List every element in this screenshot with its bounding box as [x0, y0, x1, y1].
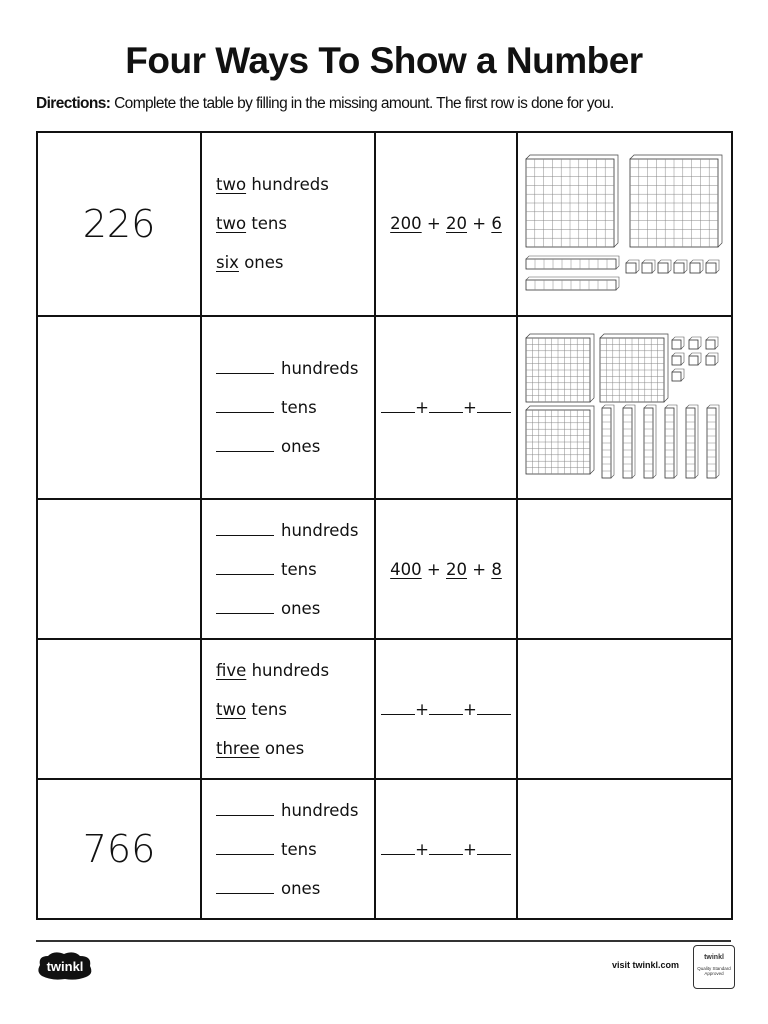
expanded-ones: 8: [491, 559, 502, 579]
plus-sign: +: [472, 559, 487, 579]
plus-sign: +: [415, 397, 429, 417]
hundreds-label: hundreds: [281, 520, 359, 540]
hundreds-label: hundreds: [251, 660, 330, 680]
number-cell: 766: [37, 779, 201, 919]
number-cell: 226: [37, 132, 201, 316]
plus-sign: +: [415, 839, 429, 859]
badge-title: twinkl: [704, 954, 724, 961]
ones-cube: [674, 260, 687, 273]
tens-label: tens: [281, 559, 317, 579]
base-ten-blocks-cell[interactable]: [517, 779, 732, 919]
page-title: Four Ways To Show a Number: [125, 40, 643, 81]
plus-sign: +: [463, 699, 477, 719]
ones-word: three: [216, 738, 260, 758]
tens-rod: [644, 405, 656, 478]
answer-blank[interactable]: [429, 398, 463, 413]
answer-blank[interactable]: [216, 521, 274, 536]
table-row: [37, 132, 732, 316]
tens-label: tens: [281, 839, 317, 859]
answer-blank[interactable]: [216, 560, 274, 575]
expanded-hundreds: 400: [390, 559, 422, 579]
answer-blank[interactable]: [429, 700, 463, 715]
plus-sign: +: [426, 559, 441, 579]
ones-cube: [672, 337, 684, 349]
plus-sign: +: [463, 397, 477, 417]
answer-blank[interactable]: [216, 599, 274, 614]
ones-cube: [642, 260, 655, 273]
answer-blank[interactable]: [216, 359, 274, 374]
hundreds-flat: [526, 334, 594, 402]
table-row: [37, 499, 732, 639]
expanded-form-cell: [375, 779, 517, 919]
table-row: [37, 639, 732, 779]
ones-cube: [706, 353, 718, 365]
place-value-cell: [201, 779, 375, 919]
expanded-hundreds: 200: [390, 214, 422, 234]
answer-blank[interactable]: [429, 840, 463, 855]
hundreds-flat: [600, 334, 668, 402]
expanded-ones: 6: [491, 214, 502, 234]
ones-cube: [626, 260, 639, 273]
number-cell: [37, 316, 201, 500]
ones-cube: [672, 369, 684, 381]
twinkl-logo-icon[interactable]: [36, 950, 94, 982]
answer-blank[interactable]: [216, 437, 274, 452]
answer-blank[interactable]: [216, 801, 274, 816]
number-cell: [37, 499, 201, 639]
answer-blank[interactable]: [477, 700, 511, 715]
tens-rod: [526, 256, 619, 269]
tens-label: tens: [251, 699, 287, 719]
tens-rod: [707, 405, 719, 478]
expanded-form-cell: [375, 132, 517, 316]
ones-cube: [689, 353, 701, 365]
base-ten-blocks: [518, 147, 729, 301]
number-cell[interactable]: [37, 639, 201, 779]
answer-blank[interactable]: [216, 840, 274, 855]
base-ten-blocks-cell[interactable]: [517, 639, 732, 779]
hundreds-label: hundreds: [251, 175, 329, 195]
ones-label: ones: [281, 598, 321, 618]
tens-rod: [526, 277, 619, 290]
expanded-form-cell: [375, 316, 517, 500]
expanded-tens: 20: [446, 214, 467, 234]
plus-sign: +: [426, 214, 441, 234]
plus-sign: +: [463, 839, 477, 859]
visit-link[interactable]: visit twinkl.com: [612, 960, 680, 970]
tens-label: tens: [281, 397, 317, 417]
footer-divider: [36, 940, 731, 942]
plus-sign: +: [415, 699, 429, 719]
tens-label: tens: [251, 214, 287, 234]
hundreds-flat: [526, 155, 618, 247]
ones-label: ones: [264, 738, 305, 758]
hundreds-label: hundreds: [281, 800, 359, 820]
worksheet-table: [36, 131, 733, 920]
tens-word: two: [216, 699, 247, 719]
base-ten-blocks: [518, 330, 729, 484]
ones-word: six: [216, 253, 239, 273]
ones-label: ones: [281, 878, 321, 898]
place-value-cell: [201, 639, 375, 779]
ones-label: ones: [281, 436, 321, 456]
ones-label: ones: [244, 253, 284, 273]
hundreds-word: two: [216, 175, 247, 195]
logo-text: twinkl: [46, 959, 84, 974]
answer-blank[interactable]: [381, 398, 415, 413]
base-ten-blocks-cell: [517, 132, 732, 316]
ones-cube: [690, 260, 703, 273]
tens-rod: [686, 405, 698, 478]
expanded-form-cell: [375, 639, 517, 779]
place-value-cell: [201, 499, 375, 639]
place-value-cell: [201, 132, 375, 316]
hundreds-flat: [526, 406, 594, 474]
directions: [36, 95, 614, 113]
badge-line: Approved: [704, 971, 724, 976]
tens-rod: [665, 405, 677, 478]
answer-blank[interactable]: [381, 840, 415, 855]
answer-blank[interactable]: [381, 700, 415, 715]
tens-word: two: [216, 214, 247, 234]
ones-cube: [672, 353, 684, 365]
ones-cube: [706, 260, 719, 273]
answer-blank[interactable]: [216, 398, 274, 413]
hundreds-label: hundreds: [281, 358, 359, 378]
hundreds-word: five: [216, 660, 247, 680]
table-row: [37, 316, 732, 500]
tens-rod: [602, 405, 614, 478]
tens-rod: [623, 405, 635, 478]
ones-cube: [658, 260, 671, 273]
expanded-tens: 20: [446, 559, 467, 579]
answer-blank[interactable]: [216, 879, 274, 894]
directions-label: Directions:: [36, 95, 111, 112]
directions-text: Complete the table by filling in the missing amount. The first row is done for you.: [114, 95, 614, 112]
expanded-form-cell: [375, 499, 517, 639]
hundreds-flat: [630, 155, 722, 247]
answer-blank[interactable]: [477, 398, 511, 413]
plus-sign: +: [472, 214, 487, 234]
answer-blank[interactable]: [477, 840, 511, 855]
base-ten-blocks-cell[interactable]: [517, 499, 732, 639]
place-value-cell: [201, 316, 375, 500]
ones-cube: [706, 337, 718, 349]
table-row: [37, 779, 732, 919]
quality-badge: [693, 945, 735, 989]
ones-cube: [689, 337, 701, 349]
base-ten-blocks-cell: [517, 316, 732, 500]
badge-line: Quality Standard: [697, 966, 731, 971]
